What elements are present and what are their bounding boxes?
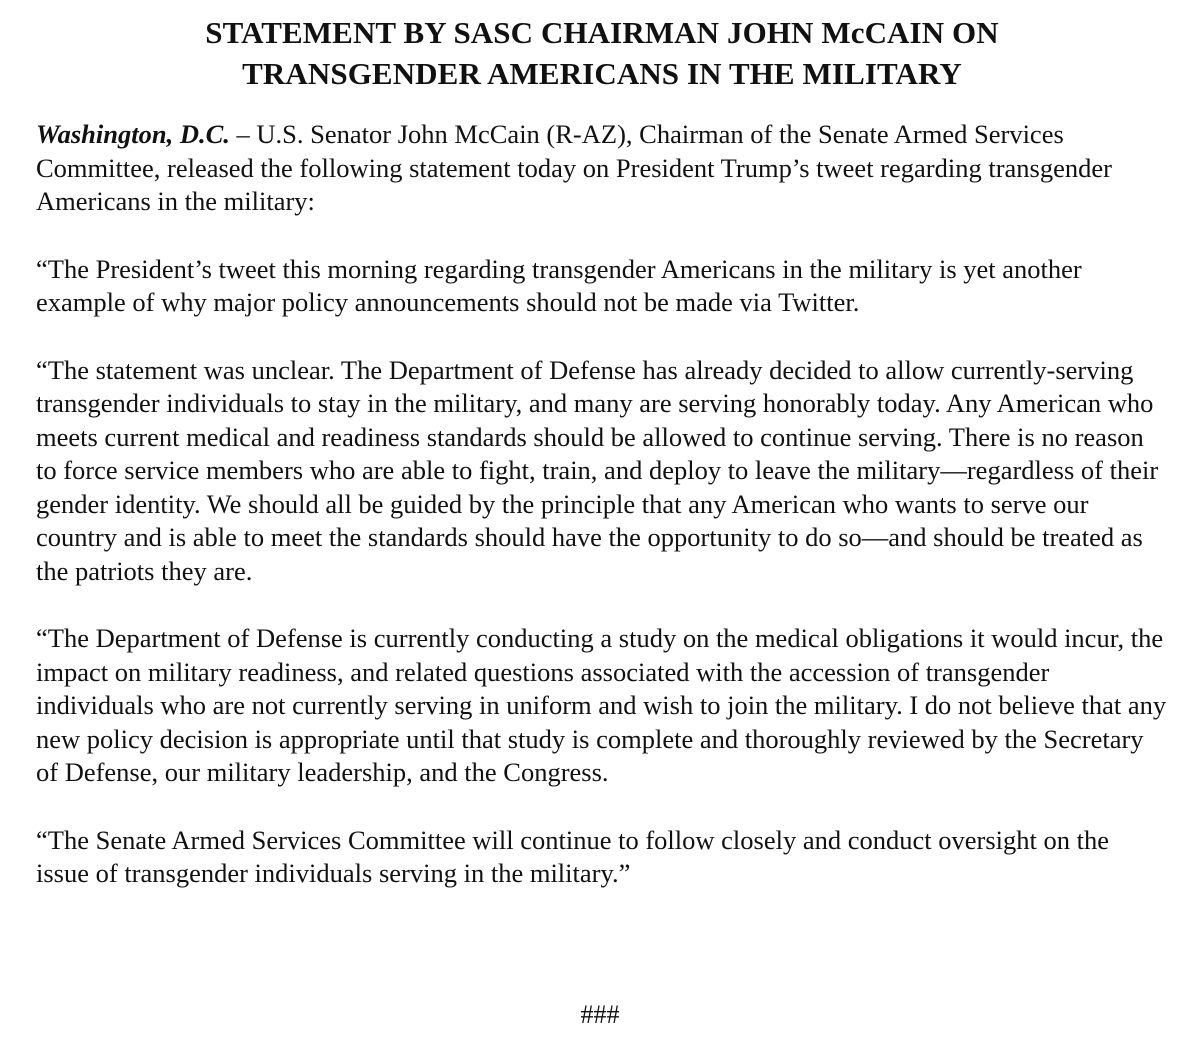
title-line-1: STATEMENT BY SASC CHAIRMAN JOHN McCAIN ON: [205, 15, 999, 50]
intro-text: – U.S. Senator John McCain (R-AZ), Chairman of the Senate Armed Services Committee, released the following statement today on President Trump’s tweet regarding transgender Americans in the military:: [36, 119, 1112, 216]
quote-paragraph-2: “The statement was unclear. The Department of Defense has already decided to allow currently-serving transgender individuals to stay in the military, and many are serving honorably today. Any American who meets current medical and readiness standards should be allowed to continue serving. There is no reason to force service members who are able to fight, train, and deploy to leave the military—regardless of their gender identity. We should all be guided by the principle that any American who wants to serve our country and is able to meet the standards should have the opportunity to do so—and should be treated as the patriots they are.: [36, 354, 1159, 586]
quote-paragraph-4: “The Senate Armed Services Committee will continue to follow closely and conduct oversight on the issue of transgender individuals serving in the military.”: [36, 824, 1109, 888]
quote-paragraph-1: “The President’s tweet this morning regarding transgender Americans in the military is yet another example of why major policy announcements should not be made via Twitter.: [36, 253, 1082, 317]
quote-paragraph-3: “The Department of Defense is currently conducting a study on the medical obligations it would incur, the impact on military readiness, and related questions associated with the accession of transgender individuals who are not currently serving in uniform and wish to join the military. I do not believe that any new policy decision is appropriate until that study is complete and thoroughly reviewed by the Secretary of Defense, our military leadership, and the Congress.: [36, 623, 1167, 787]
statement-body: [36, 118, 1168, 891]
end-mark: ###: [580, 1000, 620, 1029]
intro-paragraph: [36, 118, 1168, 219]
page-title: [36, 12, 1168, 94]
title-line-2: TRANSGENDER AMERICANS IN THE MILITARY: [242, 56, 962, 91]
dateline: Washington, D.C.: [36, 119, 230, 149]
